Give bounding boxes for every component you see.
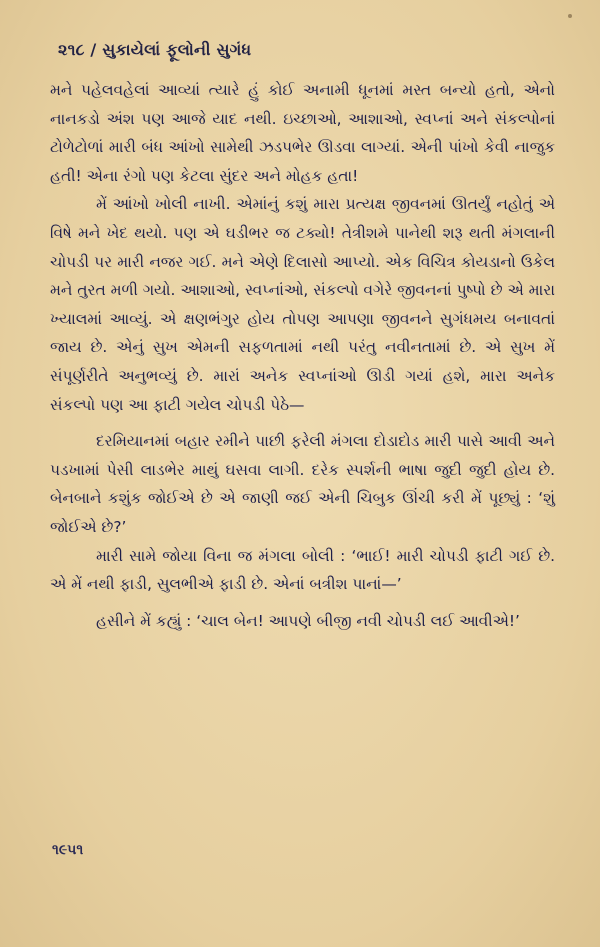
year-footer: ૧૯૫૧ [52,842,84,858]
running-header: ૨૧૮ / સુકાયેલાં ફૂલોની સુગંધ [58,40,252,59]
body-text [50,76,555,635]
paragraph-1: મને પહેલવહેલાં આવ્યાં ત્યારે હું કોઈ અનામી ધૂનમાં મસ્ત બન્યો હતો, એનો નાનકડો અંશ પણ આજે યાદ નથી. ઇચ્છાઓ, આશાઓ, સ્વપ્નાં અને સંકલ્પોનાં ટોળેટોળાં મારી બંધ આંખો સામેથી ઝડપભેર ઊડવા લાગ્યાં. એની પાંખો કેવી નાજુક હતી! એના રંગો પણ કેટલા સુંદર અને મોહક હતા! [50,81,555,185]
paragraph-3: દરમિયાનમાં બહાર રમીને પાછી ફરેલી મંગલા દોડાદોડ મારી પાસે આવી અને પડખામાં પેસી લાડભેર માથું ઘસવા લાગી. દરેક સ્પર્શની ભાષા જુદી જુદી હોય છે. બેનબાને કશુંક જોઈએ છે એ જાણી જઈ એની ચિબુક ઊંચી કરી મેં પૂછ્યું : ‘શું જોઈએ છે?’ [50,432,555,536]
paragraph-5: હસીને મેં કહ્યું : ‘ચાલ બેન! આપણે બીજી નવી ચોપડી લઈ આવીએ!’ [96,611,520,630]
paragraph-2: મેં આંખો ખોલી નાખી. એમાંનું કશું મારા પ્રત્યક્ષ જીવનમાં ઊતર્યું નહોતું એ વિષે મને ખેદ થયો. પણ એ ઘડીભર જ ટક્યો! તેત્રીશમે પાનેથી શરૂ થતી મંગલાની ચોપડી પર મારી નજર ગઈ. મને એણે દિલાસો આપ્યો. એક વિચિત્ર કોયડાનો ઉકેલ મને તુરત મળી ગયો. આશાઓ, સ્વપ્નાંઓ, સંકલ્પો વગેરે જીવનનાં પુષ્પો છે એ મારા ખ્યાલમાં આવ્યું. એ ક્ષણભંગુર હોય તોપણ આપણા જીવનને સુગંધમય બનાવતાં જાય છે. એનું સુખ એમની સફળતામાં નથી પરંતુ નવીનતામાં છે. એ સુખ મેં સંપૂર્ણરીતે અનુભવ્યું છે. મારાં અનેક સ્વપ્નાંઓ ઊડી ગયાં હશે, મારા અનેક સંકલ્પો પણ આ ફાટી ગયેલ ચોપડી પેઠે— [50,195,555,414]
ink-speck [568,14,572,18]
paragraph-4: મારી સામે જોયા વિના જ મંગલા બોલી : ‘ભાઈ! મારી ચોપડી ફાટી ગઈ છે. એ મેં નથી ફાડી, સુલભીએ ફાડી છે. એનાં બત્રીશ પાનાં—’ [50,546,555,594]
